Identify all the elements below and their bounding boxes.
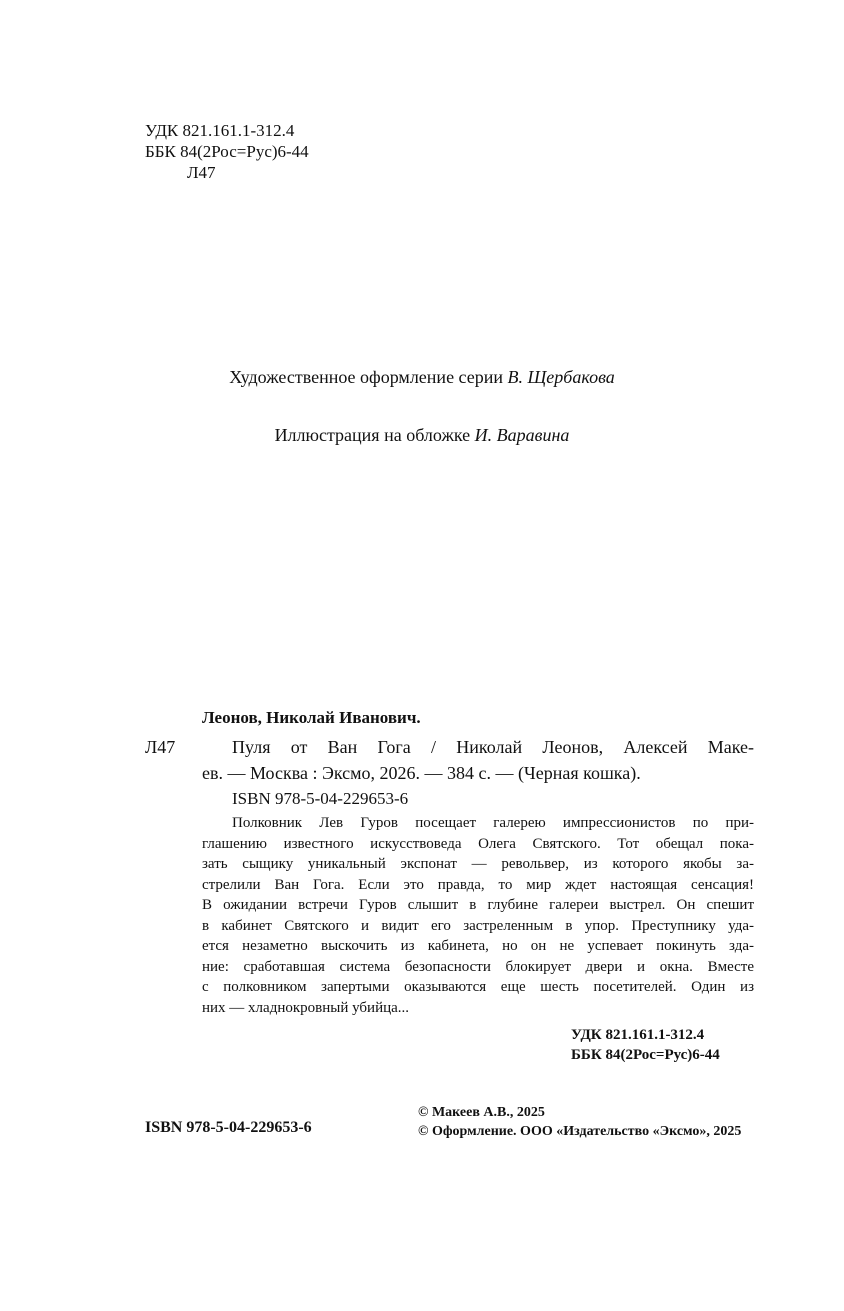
annotation-line: с полковником запертыми оказываются еще шесть посетителей. Один из [202, 979, 754, 995]
description-line-1: Пуля от Ван Гога / Николай Леонов, Алексей Маке- [232, 737, 754, 757]
series-design-credit [0, 367, 844, 388]
bibliographic-code: Л47 [145, 737, 176, 757]
author-sign: Л47 [187, 163, 216, 182]
annotation-line: ние: сработавшая система безопасности блокирует двери и окна. Вместе [202, 958, 754, 975]
series-design-name: В. Щербакова [507, 367, 615, 387]
bottom-classification [571, 1025, 720, 1065]
annotation-line: зать сыщику уникальный экспонат — револьвер, из которого якобы за- [202, 856, 754, 872]
bbk-code: ББК 84(2Рос=Рус)6-44 [145, 142, 309, 161]
illustration-label: Иллюстрация на обложке [274, 425, 471, 445]
annotation-line: них — хладнокровный убийца... [202, 999, 410, 1016]
classification-block [145, 120, 309, 183]
description-line-2: ев. — Москва : Эксмо, 2026. — 384 с. — (Черная кошка). [202, 763, 641, 783]
annotation-line: Полковник Лев Гуров посещает галерею импрессионистов по при- [232, 815, 754, 831]
annotation-line: стрелили Ван Гога. Если это правда, то мир ждет настоящая сенсация! [202, 876, 754, 893]
annotation [202, 813, 754, 1018]
illustration-name: И. Варавина [474, 425, 570, 445]
annotation-line: глашению известного искусствоведа Олега Святского. Тот обещал пока- [202, 835, 754, 852]
annotation-line: В ожидании встречи Гуров слышит в глубине галереи выстрел. Он спешит [202, 897, 754, 913]
bottom-udk: УДК 821.161.1-312.4 [571, 1027, 705, 1043]
isbn-record: ISBN 978-5-04-229653-6 [232, 789, 409, 808]
bibliographic-description [202, 734, 754, 786]
footer-isbn: ISBN 978-5-04-229653-6 [145, 1119, 312, 1136]
author-heading: Леонов, Николай Иванович. [202, 708, 421, 727]
annotation-line: ется незаметно выскочить из кабинета, но он не успевает покинуть зда- [202, 938, 754, 954]
illustration-credit [0, 425, 844, 446]
bottom-bbk: ББК 84(2Рос=Рус)6-44 [571, 1047, 720, 1063]
series-design-label: Художественное оформление серии [229, 367, 504, 387]
copyright-design: © Оформление. ООО «Издательство «Эксмо», 2025 [418, 1124, 742, 1139]
copyright-author: © Макеев А.В., 2025 [418, 1105, 545, 1120]
annotation-line: в кабинет Святского и видит его застреленным в упор. Преступнику уда- [202, 917, 754, 934]
udk-code: УДК 821.161.1-312.4 [145, 121, 295, 140]
copyright-block [418, 1103, 741, 1141]
